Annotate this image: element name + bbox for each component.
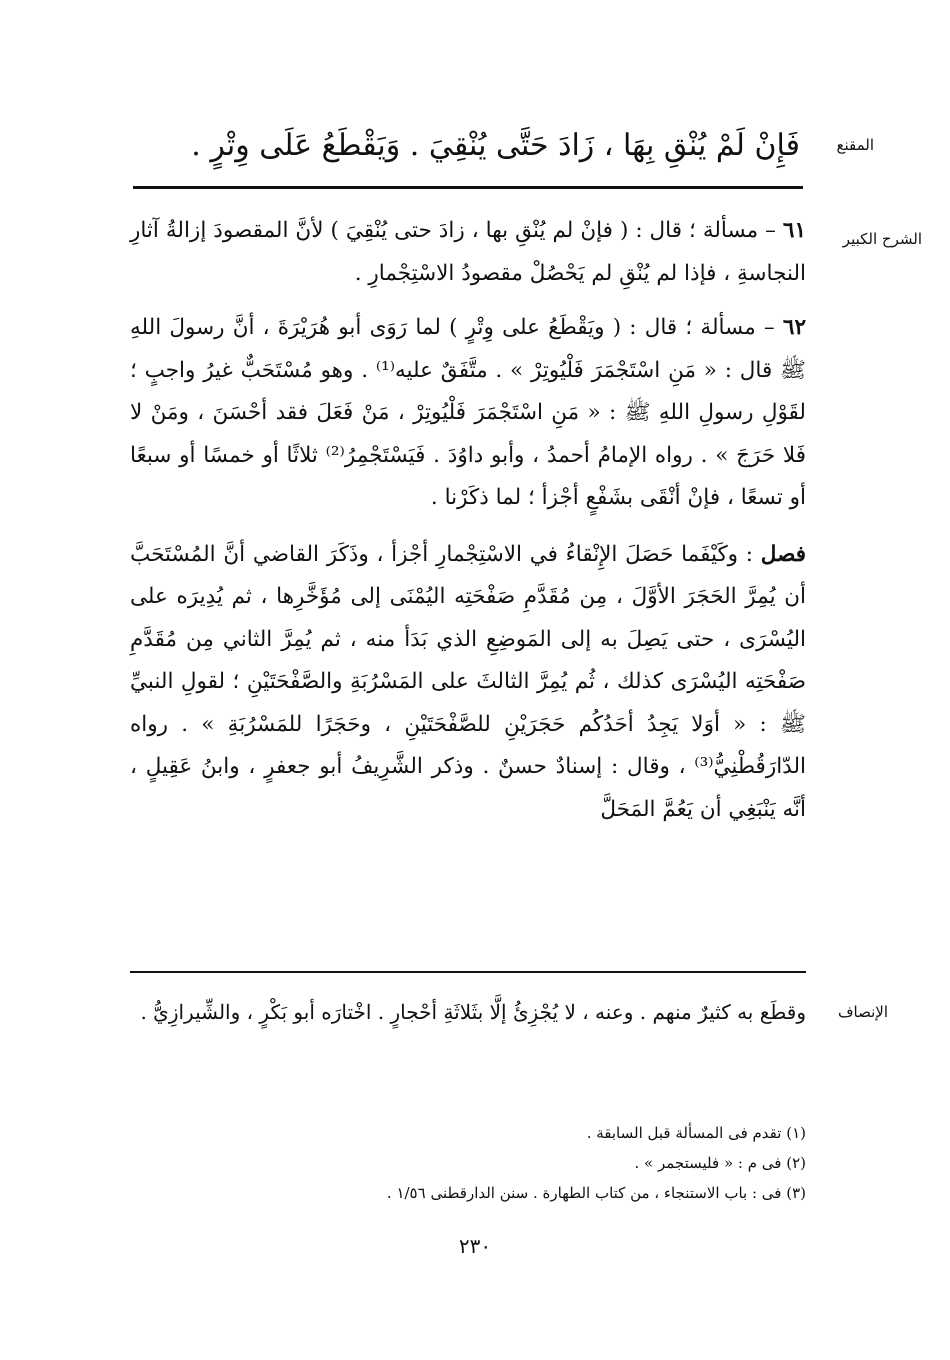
masala-62-text: – مسألة ؛ قال : ( ويَقْطَعُ على وِتْرٍ ) لما رَوَى أبو هُرَيْرَةَ ، أنَّ رسولَ اللهِ ﷺ قال : « مَنِ اسْتَجْمَرَ فَلْيُوتِرْ » . متَّفَقٌ عليه⁽¹⁾ . وهو مُسْتَحَبٌّ غيرُ واجبٍ ؛ لقَوْلِ رسولِ اللهِ ﷺ : « مَنِ اسْتَجْمَرَ فَلْيُوتِرْ ، مَنْ فَعَلَ فقد أحْسَنَ ، ومَنْ لا فَلا حَرَجَ » . رواه الإمامُ أحمدُ ، وأبو داوُدَ . فَيَسْتَجْمِرُ⁽²⁾ ثلاثًا أو خمسًا أو سبعًا أو تسعًا ، فإنْ أنْقَى بشَفْعٍ أجْزأ ؛ لما ذكَرْنا . [130,315,807,510]
masala-61 [130,210,806,295]
sharh-margin-label: الشرح الكبير [842,230,922,248]
fasl-heading: فصل [760,541,806,567]
insaf-text: وقطَع به كثيرٌ منهم . وعنه ، لا يُجْزِئُ إلَّا بثَلاثَةِ أحْجارٍ . اخْتارَه أبو بَكْرٍ ، والشِّيرازِيُّ . [140,1000,806,1024]
masala-61-number: ٦١ [782,218,806,243]
fasl-paragraph [130,534,806,832]
masala-62-number: ٦٢ [782,315,806,340]
fasl-text: : وكَيْفَما حَصَلَ الإِنْقاءُ في الاسْتِجْمارِ أجْزأ ، وذَكَرَ القاضي أنَّ المُسْتَحَبَّ أن يُمِرَّ الحَجَرَ الأوَّلَ ، مِن مُقَدَّمِ صَفْحَتِه اليُمْنَى إلى مُؤَخَّرِها ، ثم يُدِيرَه على اليُسْرَى ، حتى يَصِلَ به إلى المَوضِعِ الذي بَدَأ منه ، ثم يُمِرَّ الثاني مِن مُقَدَّمِ صَفْحَتِه اليُسْرَى كذلك ، ثُم يُمِرَّ الثالثَ على المَسْرُبَةِ والصَّفْحَتَيْنِ ؛ لقولِ النبيِّ ﷺ : « أوَلا يَجِدُ أحَدُكُم حَجَرَيْنِ للصَّفْحَتَيْنِ ، وحَجَرًا للمَسْرُبَةِ » . رواه الدّارَقُطْنِيُّ⁽³⁾ ، وقال : إسنادٌ حسنٌ . وذكر الشَّرِيفُ أبو جعفرٍ ، وابنُ عَقِيلٍ ، أنَّه يَنْبَغِي أن يَعُمَّ المَحَلَّ [130,541,806,822]
footnotes [300,1118,806,1208]
masala-61-text: – مسألة ؛ قال : ( فإنْ لم يُنْقِ بها ، زادَ حتى يُنْقِيَ ) لأنَّ المقصودَ إزالةُ آثارِ النجاسةِ ، فإذا لم يُنْقِ لم يَحْصُلْ مقصودُ الاسْتِجْمارِ . [130,218,806,286]
muqni-text: فَإِنْ لَمْ يُنْقِ بِهَا ، زَادَ حَتَّى يُنْقِيَ . وَيَقْطَعُ عَلَى وِتْرٍ . [191,128,800,163]
footnote-1: (١) تقدم فى المسألة قبل السابقة . [586,1124,806,1142]
insaf-divider [130,971,806,973]
header-divider [133,186,803,189]
footnote-2: (٢) فى م : « فليستجمر » . [634,1154,806,1172]
insaf-body [130,992,806,1032]
sharh-body [130,210,806,831]
muqni-margin-label: المقنع [836,136,874,154]
footnote-3: (٣) فى : باب الاستنجاء ، من كتاب الطهارة . سنن الدارقطنى ١/٥٦ . [386,1184,806,1202]
page-number: ٢٣٠ [458,1234,492,1258]
insaf-margin-label: الإنصاف [837,1003,888,1021]
masala-62 [130,307,806,520]
